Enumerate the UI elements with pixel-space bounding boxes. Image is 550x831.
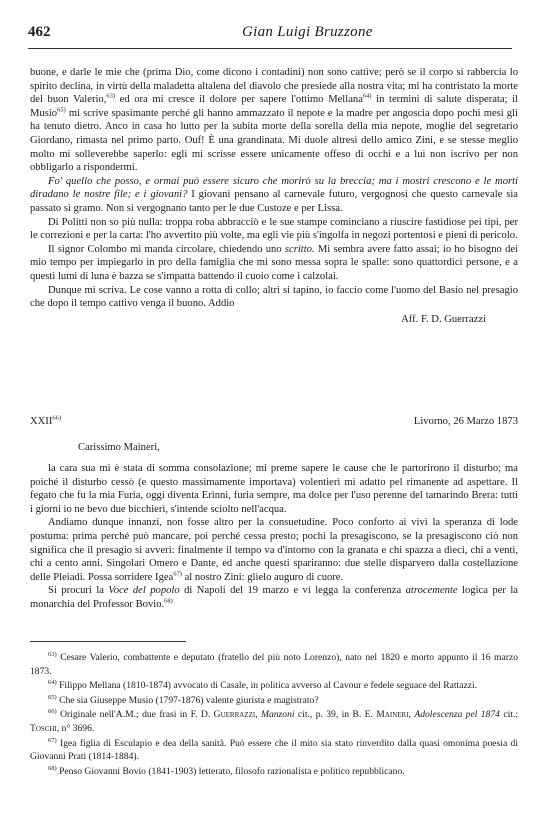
footnote-ref: 66) — [52, 414, 62, 422]
footnote: $^{66)}$ Originale nell'A.M.; due frasi in F. D. Guerrazzi, Manzoni cit., p. 39, in B. E. Maineri, Adolescenza pel 1874 cit.; Toschi, n° 3696. — [30, 708, 518, 734]
footnote: $^{65)}$ Che sia Giuseppe Musio (1797-1876) valente giurista e magistrato? — [48, 693, 319, 706]
place-date: Livorno, 26 Marzo 1873 — [413, 416, 518, 427]
footnote-ref: 63) — [106, 92, 116, 100]
footnote-ref: 67) — [173, 570, 182, 578]
paragraph: Fo' quello che posso, e ormai può essere sicuro che morirò su la breccia; ma i mostri crescono e le morti diradano le nostre file; e i giovani? I giovani pensano al carnevale futuro, vergognosi che questo carnevale sia passato sì gramo. Non si vergognano tanto per le due Custoze e per Lissa. — [30, 175, 518, 214]
paragraph: Andiamo dunque innanzi, non fosse altro per la consuetudine. Poco conforto ai vivi la speranza di lode postuma: prima perché può mancare, poi perché cessa presto; pochi la presagiscono, se la presagiscono ciò non significa che il presagio si avveri: finalmente il tempo va d'intorno con la granata e chi spazza a dieci, chi a venti, chi a cento anni. Singolari Omero e Dante, ed anche questi spariranno: due stelle disparvero dalla costellazione delle Pleiadi. Possa sorridere Igea$^{67)}$ al nostro Zini: glielo auguro di cuore. — [30, 517, 518, 583]
salutation: Carissimo Maineri, — [78, 442, 160, 453]
footnote-ref: 68) — [164, 597, 173, 605]
footnote-ref: 65) — [57, 106, 66, 114]
running-title: Gian Luigi Bruzzone — [242, 24, 373, 40]
footnote: $^{67)}$ Igea figlia di Esculapio e dea della sanità. Può essere che il mito sia stato rinverdito dalla quasi omonima poesia di Giovanni Prati (1814-1884). — [30, 736, 518, 763]
footnote-ref: 64) — [362, 92, 372, 100]
paragraph: buone, e darle le mie che (prima Dio, come dicono i contadini) non sono cattive; però se il corpo si rabbercia lo spirito declina, in virtù della maladetta altalena del diavolo che presiede alla nostra vita; mi ha contristato la morte del buon Valerio,$^{63)}$ ed ora mi cresce il dolore per sapere l'ottimo Mellana$^{64)}$ in termini di salute disperata; il Musio$^{65)}$ mi scrive spasimante perché gli hanno ammazzato il nepote e la madre per angoscia dopo pochi mesi gli ha tenuto dietro. Anco in casa ho lutto per la subita morte della sorella della mia nepote, moglie del segretario Giordano, rimasta nel primo parto. Ouf! È una grandinata. Mi duole altresì dello amico Zini, e se stesse meglio molto mi solleverebbe saperlo: egli mi scrisse essere unicamente offeso di occhi e a lui non iscrivo per non obbligarlo a rispondermi. — [30, 67, 518, 174]
paragraph: Di Politti non so più nulla: troppa roba abbracciò e le sue stampe cominciano a riuscire fastidiose pei tipi, per le correzioni e per la carta: l'ho avvertito più volte, ma egli vie più s'ingolfa in negozi portentosi e pieni di pericolo. — [30, 216, 518, 242]
footnote: $^{68)}$ Penso Giovanni Bovio (1841-1903) letterato, filosofo razionalista e politico repubblicano. — [48, 764, 405, 777]
footnote: $^{64)}$ Filippo Mellana (1810-1874) avvocato di Casale, in politica avverso al Cavour e fedele seguace del Rattazzi. — [48, 679, 478, 692]
footnotes — [30, 651, 518, 779]
footnote-rule — [30, 641, 186, 642]
letter-body — [30, 462, 518, 612]
page-number: 462 — [28, 24, 51, 40]
header-rule — [28, 48, 512, 49]
paragraph: Il signor Colombo mi manda circolare, chiedendo uno scritto. Mi sembra avere fatto assai; io ho bisogno dei mio tempo per impiegarlo in pro della famiglia che mi sono messa sopra le spalle: sono quattordici persone, e a questi lumi di luna è bazza se s'impatta battendo il cuoio come i calzolai. — [30, 243, 519, 282]
paragraph: Dunque mi scriva. Le cose vanno a rotta di collo; altri si tapino, io faccio come l'uomo del Basio nel presagio che dopo il tempo cattivo venga il buono. Addio — [30, 284, 518, 310]
paragraph: Si procuri la Voce del popolo di Napoli del 19 marzo e vi legga la conferenza atrocemente logica per la monarchia del Professor Bovio.$^{68)}$ — [30, 585, 518, 610]
paragraph: la cara sua mi è stata di somma consolazione; mi preme sapere le cause che le partorirono il disturbo; ma poiché il disturbo cessò (e questo massimamente importava) volentieri mi adatto pel rimanente ad aspettare. Il fegato che fu la mia Furia, oggi diventa Erinni, furia sempre, ma dolce per l'uso perenne del tamarindo Brera: tutti i giorni io ne bevo due bicchieri, s'intende sciolto nell'acqua. — [30, 463, 518, 515]
running-header — [28, 22, 520, 48]
footnote: $^{63)}$ Cesare Valerio, combattente e deputato (fratello del più noto Lorenzo), nato nel 1820 e morto appunto il 16 marzo 1873. — [30, 650, 518, 677]
letter-continuation — [30, 66, 518, 326]
letter-number: XXII$^{66)}$ — [30, 414, 62, 427]
signature: Aff. F. D. Guerrazzi — [401, 313, 486, 325]
